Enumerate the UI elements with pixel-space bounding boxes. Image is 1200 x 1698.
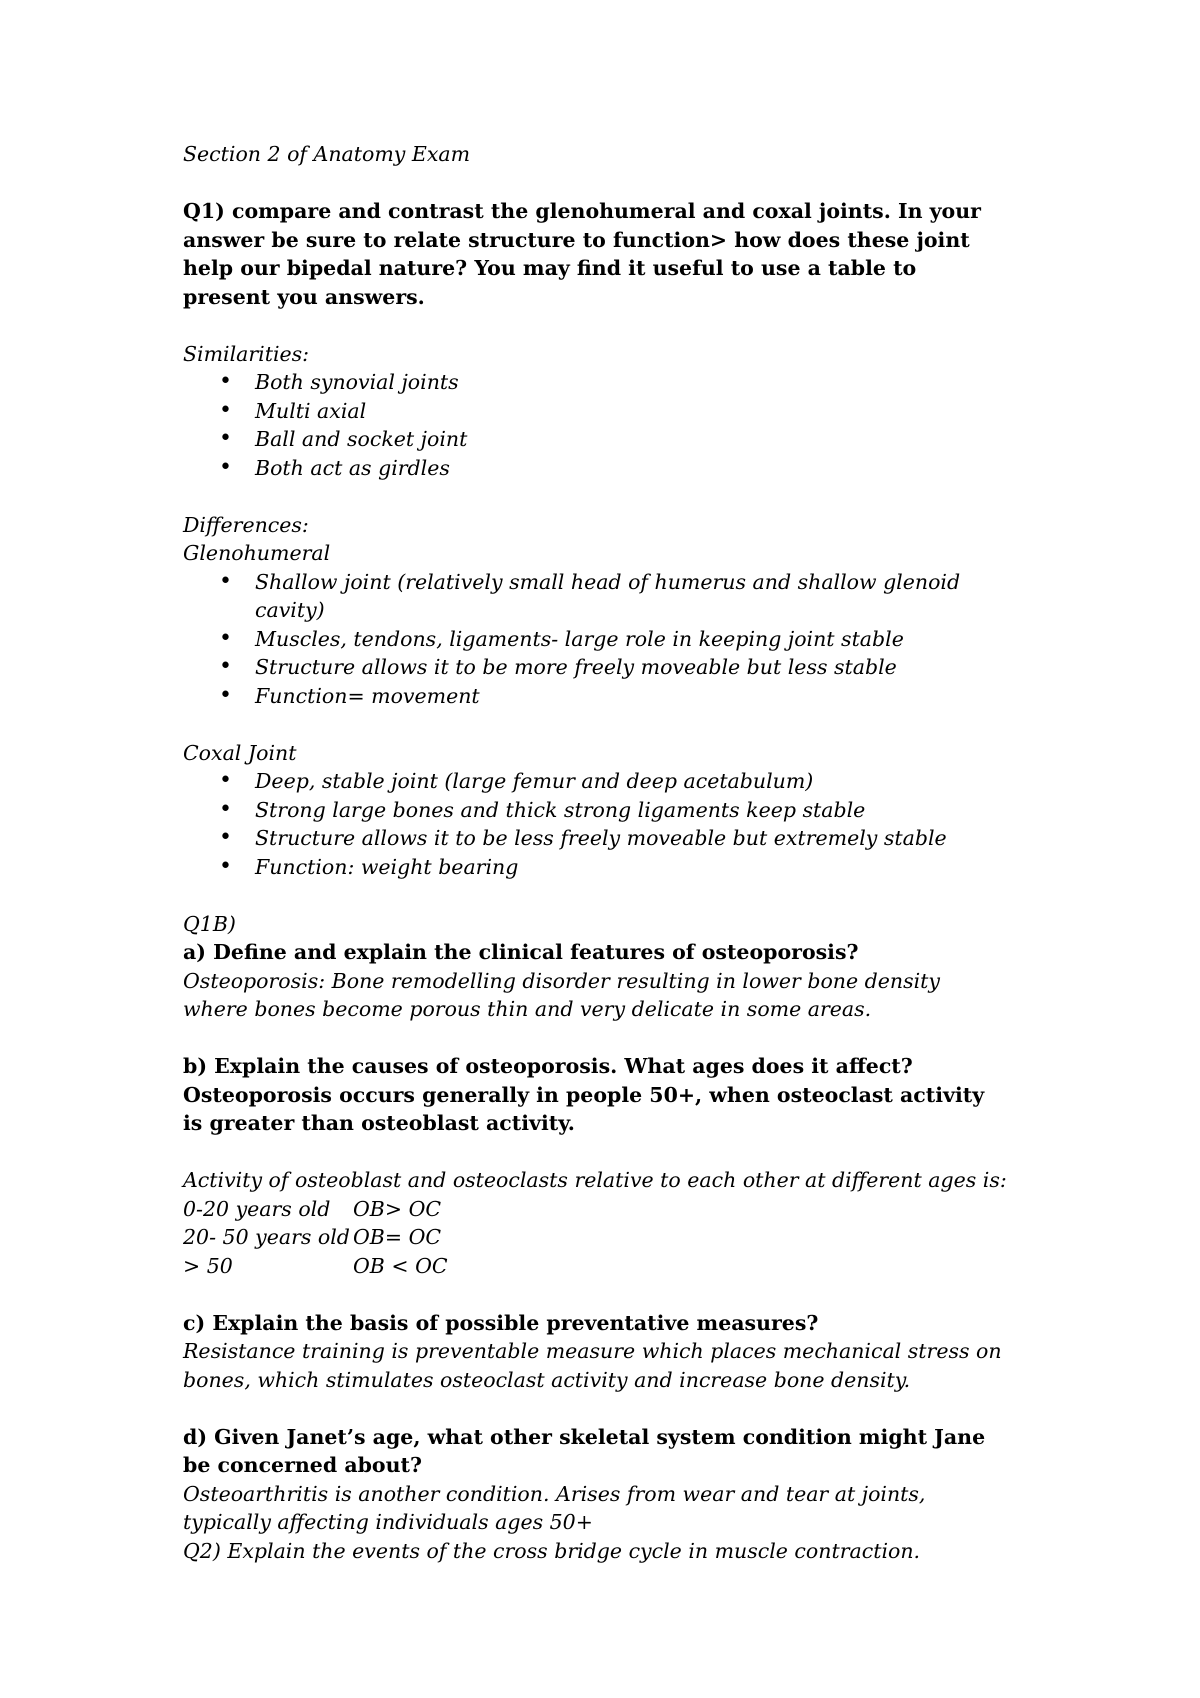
q1b-a-answer: Osteoporosis: Bone remodelling disorder resulting in lower bone density where bones become porous thin and very delicate in some areas. (183, 968, 940, 1021)
q2-question: Q2) Explain the events of the cross bridge cycle in muscle contraction. (183, 1538, 921, 1563)
q1b-d-answer: Osteoarthritis is another condition. Arises from wear and tear at joints, typically affecting individuals ages 50+ (183, 1481, 926, 1534)
q1b-a-question: a) Define and explain the clinical features of osteoporosis? (183, 940, 859, 964)
age-row (183, 1223, 1010, 1252)
list-item: • Multi axial (219, 397, 1010, 426)
q1b-c-answer: Resistance training is preventable measure which places mechanical stress on bones, which stimulates osteoclast activity and increase bone density. (183, 1339, 1002, 1392)
age-relation: OB= OC (353, 1225, 442, 1249)
age-relation: OB < OC (353, 1253, 448, 1278)
list-item: • Function: weight bearing (219, 853, 1010, 882)
similarities-list (183, 368, 1010, 482)
age-range: 0-20 years old (183, 1196, 331, 1221)
coxal-list (183, 767, 1010, 881)
q1b-b-intro: Activity of osteoblast and osteoclasts relative to each other at different ages is: (183, 1168, 1007, 1192)
differences-label: Differences: (183, 512, 309, 537)
age-row (183, 1195, 1010, 1224)
similarities-label: Similarities: (183, 341, 310, 366)
coxal-label: Coxal Joint (183, 740, 297, 765)
list-item: • Both act as girdles (219, 454, 1010, 483)
age-relation: OB> OC (353, 1196, 442, 1221)
glenohumeral-list (183, 568, 1010, 711)
list-item: • Both synovial joints (219, 368, 1010, 397)
age-range: > 50 (183, 1253, 233, 1278)
section-title: Section 2 of Anatomy Exam (183, 142, 471, 166)
list-item: • Strong large bones and thick strong ligaments keep stable (219, 796, 1010, 825)
q1-question: Q1) compare and contrast the glenohumeral and coxal joints. In your answer be sure to relate structure to function> how does these joint help our bipedal nature? You may find it useful to use a table to present you answers. (183, 199, 981, 309)
list-item: • Ball and socket joint (219, 425, 1010, 454)
q1b-label: Q1B) (183, 911, 236, 936)
list-item: • Deep, stable joint (large femur and deep acetabulum) (219, 767, 1010, 796)
age-row (183, 1252, 1010, 1281)
list-item: • Muscles, tendons, ligaments- large role in keeping joint stable (219, 625, 1010, 654)
list-item: • Structure allows it to be more freely moveable but less stable (219, 653, 1010, 682)
list-item: • Function= movement (219, 682, 1010, 711)
list-item: • Structure allows it to be less freely moveable but extremely stable (219, 824, 1010, 853)
glenohumeral-label: Glenohumeral (183, 541, 331, 565)
q1b-c-question: c) Explain the basis of possible preventative measures? (183, 1310, 819, 1335)
q1b-b-question: b) Explain the causes of osteoporosis. What ages does it affect? Osteoporosis occurs generally in people 50+, when osteoclast activity is greater than osteoblast activity. (183, 1054, 985, 1135)
q1b-d-question: d) Given Janet’s age, what other skeletal system condition might Jane be concerned about? (183, 1424, 986, 1477)
age-range: 20- 50 years old (183, 1225, 350, 1249)
list-item: • Shallow joint (relatively small head of humerus and shallow glenoid cavity) (219, 568, 1010, 625)
